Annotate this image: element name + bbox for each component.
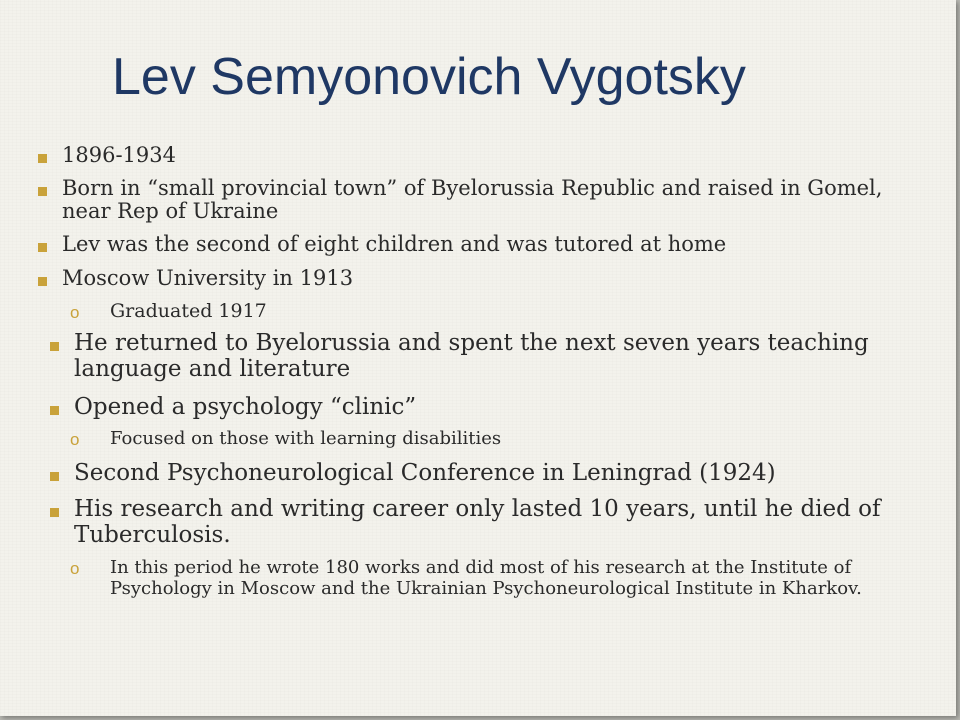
square-bullet-icon <box>50 342 59 351</box>
bullet-item-born <box>62 177 924 223</box>
square-bullet-icon <box>50 508 59 517</box>
bullet-text: Second Psychoneurological Conference in Leningrad (1924) <box>74 460 776 486</box>
sub-item-disabilities <box>70 428 910 449</box>
bullet-text: Opened a psychology “clinic” <box>74 394 417 420</box>
bullet-text: Born in “small provincial town” of Byelorussia Republic and raised in Gomel, near Rep of Ukraine <box>62 176 883 223</box>
sub-item-text: Graduated 1917 <box>110 300 267 322</box>
bullet-text: Lev was the second of eight children and was tutored at home <box>62 232 727 256</box>
bullet-item-conference <box>74 460 922 486</box>
square-bullet-icon <box>38 277 47 286</box>
square-bullet-icon <box>50 406 59 415</box>
square-bullet-icon <box>50 472 59 481</box>
sub-item-graduated <box>70 300 910 322</box>
bullet-text: Moscow University in 1913 <box>62 266 354 290</box>
sub-item-text: Focused on those with learning disabilities <box>110 428 502 449</box>
bullet-text: He returned to Byelorussia and spent the next seven years teaching language and literature <box>74 330 869 382</box>
square-bullet-icon <box>38 154 47 163</box>
sub-item-text: In this period he wrote 180 works and did most of his research at the Institute of Psychology in Moscow and the Ukrainian Psychoneurological Institute in Kharkov. <box>110 557 862 599</box>
bullet-text: 1896-1934 <box>62 143 176 167</box>
circle-bullet-icon: o <box>70 559 80 578</box>
slide-title: Lev Semyonovich Vygotsky <box>112 48 746 106</box>
bullet-item-children <box>62 233 924 256</box>
circle-bullet-icon: o <box>70 430 80 449</box>
bullet-item-clinic <box>74 394 922 420</box>
bullet-item-returned <box>74 330 922 382</box>
square-bullet-icon <box>38 187 47 196</box>
sub-item-works <box>70 557 910 599</box>
bullet-item-dates <box>62 144 924 167</box>
bullet-list <box>0 138 956 599</box>
bullet-text: His research and writing career only lasted 10 years, until he died of Tuberculosis. <box>74 496 881 548</box>
square-bullet-icon <box>38 243 47 252</box>
bullet-item-university <box>62 267 924 290</box>
circle-bullet-icon: o <box>70 303 80 322</box>
bullet-item-career <box>74 496 922 548</box>
